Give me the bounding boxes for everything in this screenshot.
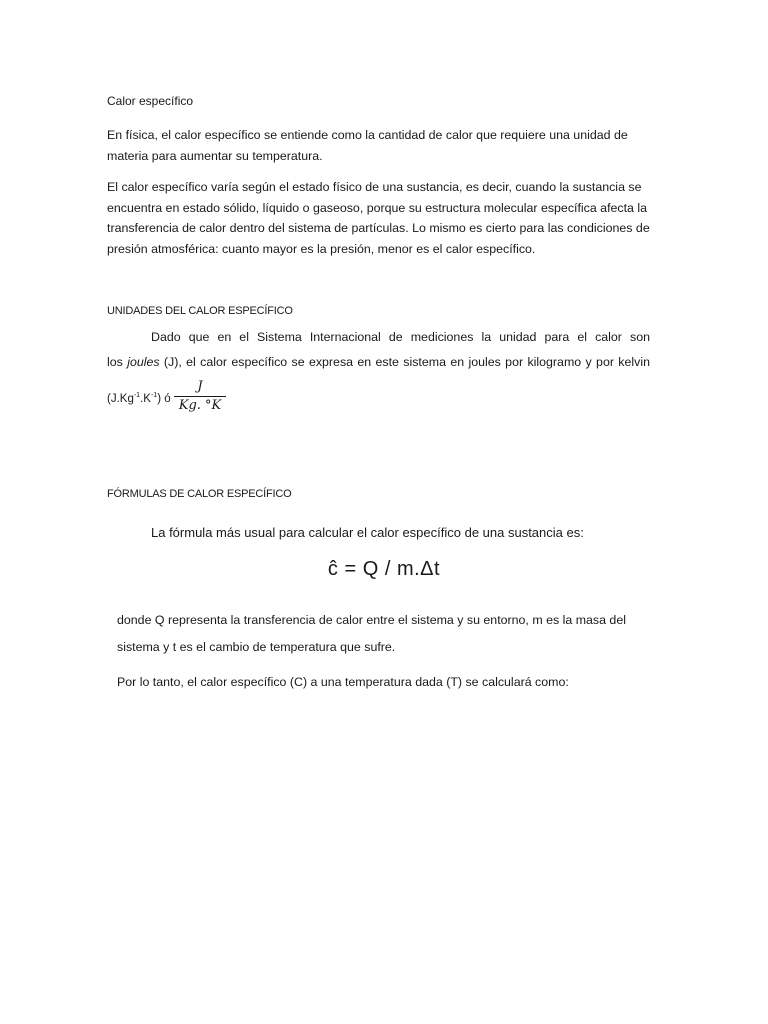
intro-line-1: En física, el calor específico se entiende como la cantidad de calor que requiere una unidad de [107, 128, 628, 142]
formula-intro: La fórmula más usual para calcular el calor específico de una sustancia es: [151, 525, 584, 540]
state-line-3: transferencia de calor dentro del sistema de partículas. Lo mismo es cierto para las condiciones de [107, 221, 650, 235]
unit-exponent-b: -1 [150, 392, 158, 399]
state-line-1: El calor específico varía según el estado físico de una sustancia, es decir, cuando la sustancia se [107, 180, 642, 194]
formula-conclusion: Por lo tanto, el calor específico (C) a una temperatura dada (T) se calculará como: [117, 675, 569, 689]
unit-exponent-a: -1 [133, 392, 141, 399]
document-title: Calor específico [107, 94, 194, 108]
formulas-section-heading: FÓRMULAS DE CALOR ESPECÍFICO [107, 488, 292, 500]
unit-notation [107, 392, 171, 405]
state-line-4: presión atmosférica: cuanto mayor es la presión, menor es el calor específico. [107, 241, 536, 256]
state-paragraph [107, 177, 650, 259]
units-line-1 [107, 330, 650, 344]
units-line-2-prefix: los [107, 355, 128, 369]
fraction-bar [174, 396, 226, 397]
joules-term: joules [127, 355, 160, 369]
intro-paragraph [107, 125, 628, 167]
unit-part-c: ) ó [157, 393, 171, 405]
formula-explanation-line-1: donde Q representa la transferencia de calor entre el sistema y su entorno, m es la masa del [117, 613, 626, 627]
units-line-2 [107, 355, 650, 369]
unit-part-b: .K [140, 393, 151, 405]
unit-fraction [174, 379, 226, 414]
formula-explanation-line-2: sistema y t es el cambio de temperatura que sufre. [117, 640, 396, 654]
unit-part-a: (J.Kg [107, 393, 134, 405]
intro-line-2: materia para aumentar su temperatura. [107, 149, 323, 163]
units-line-2-suffix: (J), el calor específico se expresa en este sistema en joules por kilogramo y por kelvin [159, 355, 650, 369]
units-section-heading: UNIDADES DEL CALOR ESPECÍFICO [107, 305, 293, 317]
units-line-1-text: Dado que en el Sistema Internacional de mediciones la unidad para el calor son [151, 330, 650, 344]
fraction-denominator: Kg. °K [178, 398, 222, 413]
state-line-2: encuentra en estado sólido, líquido o gaseoso, porque su estructura molecular específica afecta la [107, 200, 648, 215]
fraction-numerator: J [197, 379, 203, 394]
specific-heat-formula: ĉ = Q / m.Δt [327, 558, 441, 580]
